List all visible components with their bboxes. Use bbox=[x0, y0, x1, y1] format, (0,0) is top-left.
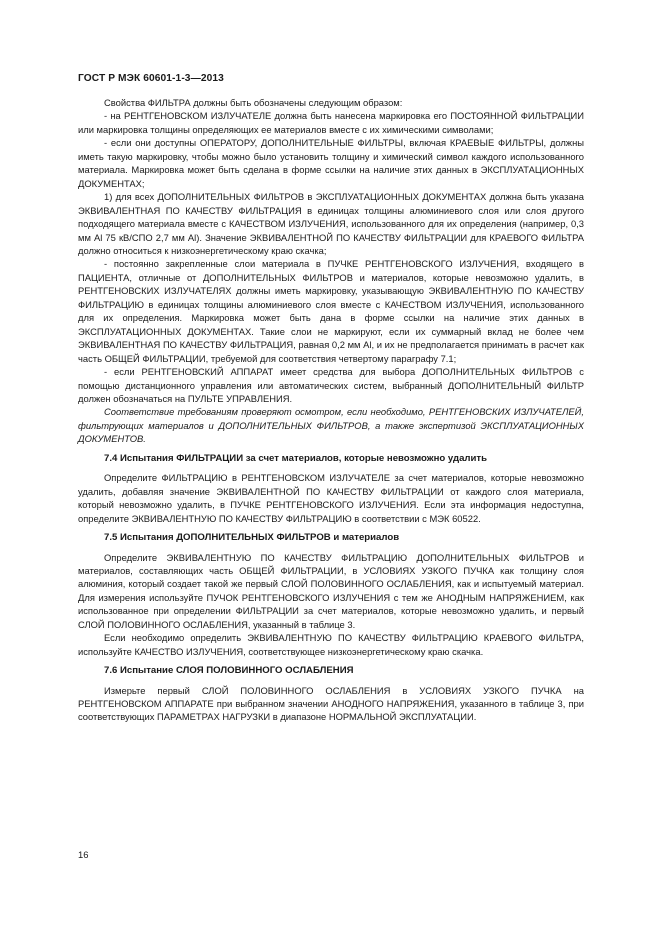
paragraph-7-4: Определите ФИЛЬТРАЦИЮ в РЕНТГЕНОВСКОМ ИЗЛУЧАТЕЛЕ за счет материалов, которые невозможно удалить, добавляя значение ЭКВИВАЛЕНТНОЙ ПО КАЧЕСТВУ ФИЛЬТРАЦИИ от каждого слоя материала, который невозможно удалить, в ПУЧКЕ РЕНТГЕНОВСКОГО ИЗЛУЧЕНИЯ. Если эта информация недоступна, определите ЭКВИВАЛЕНТНУЮ ПО КАЧЕСТВУ ФИЛЬТРАЦИЮ в соответствии с МЭК 60522. bbox=[78, 472, 584, 524]
page-number: 16 bbox=[78, 849, 89, 860]
paragraph-list-item: - на РЕНТГЕНОВСКОМ ИЗЛУЧАТЕЛЕ должна быть нанесена маркировка его ПОСТОЯННОЙ ФИЛЬТРАЦИИ или маркировка толщины определяющих ее материалов вместе с их химическими символами; bbox=[78, 110, 584, 135]
paragraph-intro: Свойства ФИЛЬТРА должны быть обозначены следующим образом: bbox=[104, 97, 403, 108]
paragraph-list-item: - если они доступны ОПЕРАТОРУ, ДОПОЛНИТЕЛЬНЫЕ ФИЛЬТРЫ, включая КРАЕВЫЕ ФИЛЬТРЫ, должны иметь такую маркировку, чтобы можно было установить толщину и химический символ каждого использованного материала. Маркировка может быть сделана в форме ссылки на наличие этих данных в ЭКСПЛУАТАЦИОННЫХ ДОКУМЕНТАХ; bbox=[78, 137, 584, 189]
page-body bbox=[78, 96, 584, 724]
document-header: ГОСТ Р МЭК 60601-1-3—2013 bbox=[78, 73, 224, 84]
section-heading-7-6: 7.6 Испытание СЛОЯ ПОЛОВИННОГО ОСЛАБЛЕНИЯ bbox=[104, 665, 354, 677]
paragraph-7-5-a: Определите ЭКВИВАЛЕНТНУЮ ПО КАЧЕСТВУ ФИЛЬТРАЦИЮ ДОПОЛНИТЕЛЬНЫХ ФИЛЬТРОВ и материалов, составляющих часть ОБЩЕЙ ФИЛЬТРАЦИИ, в УСЛОВИЯХ УЗКОГО ПУЧКА как толщину слоя алюминия, который создает такой же первый СЛОЙ ПОЛОВИННОГО ОСЛАБЛЕНИЯ, как и испытуемый материал. Для измерения используйте ПУЧОК РЕНТГЕНОВСКОГО ИЗЛУЧЕНИЯ с тем же АНОДНЫМ НАПРЯЖЕНИЕМ, как использованное при определении ФИЛЬТРАЦИИ за счет материалов, которые невозможно удалить, и первый СЛОЙ ПОЛОВИННОГО ОСЛАБЛЕНИЯ, указанный в таблице 3. bbox=[78, 551, 584, 630]
paragraph-list-item: 1) для всех ДОПОЛНИТЕЛЬНЫХ ФИЛЬТРОВ в ЭКСПЛУАТАЦИОННЫХ ДОКУМЕНТАХ должна быть указана ЭКВИВАЛЕНТНАЯ ПО КАЧЕСТВУ ФИЛЬТРАЦИЯ в единицах толщины алюминиевого слоя или слоя другого подходящего материала вместе с КАЧЕСТВОМ ИЗЛУЧЕНИЯ, использованного для их определения (например, 0,3 мм Al 75 кВ/СПО 2,7 мм Al). Значение ЭКВИВАЛЕНТНОЙ ПО КАЧЕСТВУ ФИЛЬТРАЦИИ для КРАЕВОГО ФИЛЬТРА должно относиться к низкоэнергетическому краю скачка; bbox=[78, 191, 584, 256]
section-heading-7-5: 7.5 Испытания ДОПОЛНИТЕЛЬНЫХ ФИЛЬТРОВ и материалов bbox=[104, 532, 400, 544]
compliance-note: Соответствие требованиям проверяют осмотром, если необходимо, РЕНТГЕНОВСКИХ ИЗЛУЧАТЕЛЕЙ, фильтрующих материалов и ДОПОЛНИТЕЛЬНЫХ ФИЛЬТРОВ, а также экспертизой ЭКСПЛУАТАЦИОННЫХ ДОКУМЕНТОВ. bbox=[78, 406, 584, 445]
paragraph-7-6: Измерьте первый СЛОЙ ПОЛОВИННОГО ОСЛАБЛЕНИЯ в УСЛОВИЯХ УЗКОГО ПУЧКА на РЕНТГЕНОВСКОМ АППАРАТЕ при выбранном значении АНОДНОГО НАПРЯЖЕНИЯ, указанного в таблице 3, при соответствующих ПАРАМЕТРАХ НАГРУЗКИ в диапазоне НОРМАЛЬНОЙ ЭКСПЛУАТАЦИИ. bbox=[78, 684, 584, 723]
paragraph-list-item: - постоянно закрепленные слои материала в ПУЧКЕ РЕНТГЕНОВСКОГО ИЗЛУЧЕНИЯ, входящего в ПАЦИЕНТА, отличные от ДОПОЛНИТЕЛЬНЫХ ФИЛЬТРОВ и материалов, которые невозможно удалить, в РЕНТГЕНОВСКИХ ИЗЛУЧАТЕЛЯХ должны иметь маркировку, указывающую ЭКВИВАЛЕНТНУЮ ПО КАЧЕСТВУ ФИЛЬТРАЦИЮ в единицах толщины алюминиевого слоя вместе с КАЧЕСТВОМ ИЗЛУЧЕНИЯ, использованного для их определения. Маркировка может быть дана в форме ссылки на наличие этих данных в ЭКСПЛУАТАЦИОННЫХ ДОКУМЕНТАХ. Такие слои не маркируют, если их суммарный вклад не более чем ЭКВИВАЛЕНТНАЯ ПО КАЧЕСТВУ ФИЛЬТРАЦИЯ, равная 0,2 мм Al, и их не предполагается принимать в расчет как часть ОБЩЕЙ ФИЛЬТРАЦИИ, требуемой для соответствия четвертому параграфу 7.1; bbox=[78, 258, 584, 364]
paragraph-7-5-b: Если необходимо определить ЭКВИВАЛЕНТНУЮ ПО КАЧЕСТВУ ФИЛЬТРАЦИЮ КРАЕВОГО ФИЛЬТРА, используйте КАЧЕСТВО ИЗЛУЧЕНИЯ, соответствующее низкоэнергетическому краю скачка. bbox=[78, 632, 584, 657]
section-heading-7-4: 7.4 Испытания ФИЛЬТРАЦИИ за счет материалов, которые невозможно удалить bbox=[104, 452, 488, 464]
paragraph-list-item: - если РЕНТГЕНОВСКИЙ АППАРАТ имеет средства для выбора ДОПОЛНИТЕЛЬНЫХ ФИЛЬТРОВ с помощью дистанционного управления или автоматических систем, выбранный ДОПОЛНИТЕЛЬНЫЙ ФИЛЬТР должен обозначаться на ПУЛЬТЕ УПРАВЛЕНИЯ. bbox=[78, 366, 584, 404]
